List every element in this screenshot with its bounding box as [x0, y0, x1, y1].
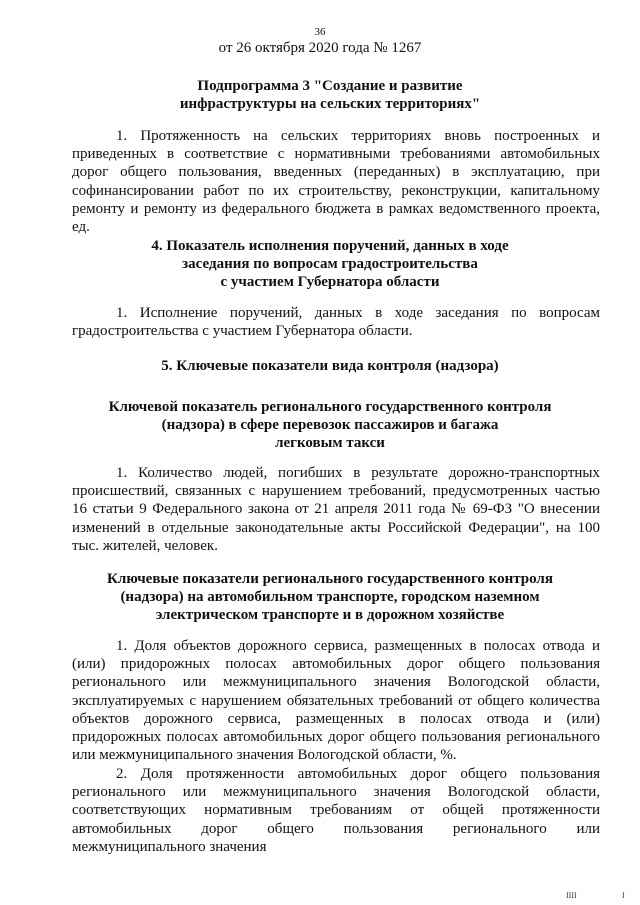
- paragraph: 2. Доля протяженности автомобильных дорог общего пользования регионального или межмуниципального значения Вологодской области, соответствующих нормативным требованиям от общей протяженности автомобильных дорог общего пользования регионального или межмуниципального значения: [72, 766, 600, 855]
- subprogram-heading: [60, 77, 600, 113]
- heading-line: заседания по вопросам градостроительства: [182, 256, 478, 272]
- scan-mark: I: [622, 891, 625, 900]
- paragraph: 1. Доля объектов дорожного сервиса, размещенных в полосах отвода и (или) придорожных полосах автомобильных дорог общего пользования регионального или межмуниципального значения Вологодской области, эксплуатируемых с нарушением обязательных требований от общего количества объектов дорожного сервиса, размещенных в полосах отвода и (или) придорожных полосах автомобильных дорог общего пользования регионального или межмуниципального значения Вологодской области, %.: [72, 638, 600, 764]
- key-indicator-heading-transport: [60, 570, 600, 624]
- key-indicator-heading-taxi: [60, 398, 600, 452]
- heading-line: Ключевые показатели регионального государственного контроля: [107, 571, 553, 587]
- section-heading-5: 5. Ключевые показатели вида контроля (надзора): [161, 358, 499, 374]
- document-date-header: от 26 октября 2020 года № 1267: [218, 40, 422, 56]
- heading-line: электрическом транспорте и в дорожном хозяйстве: [155, 607, 505, 623]
- scan-mark: IIII: [566, 891, 577, 900]
- heading-line: Подпрограмма 3 "Создание и развитие: [197, 78, 463, 94]
- paragraph: 1. Исполнение поручений, данных в ходе заседания по вопросам градостроительства с участием Губернатора области.: [72, 305, 600, 340]
- heading-line: инфраструктуры на сельских территориях": [179, 96, 481, 112]
- section-heading-4: [60, 237, 600, 291]
- page-number: 36: [314, 26, 326, 38]
- paragraph: 1. Протяженность на сельских территориях вновь построенных и приведенных в соответствие с нормативными требованиями автомобильных дорог общего пользования, введенных (переданных) в эксплуатацию, при софинансировании работ по их строительству, реконструкции, капитальному ремонту и ремонту из федерального бюджета в рамках ведомственного проекта, ед.: [72, 128, 600, 236]
- heading-line: с участием Губернатора области: [220, 274, 440, 290]
- heading-line: (надзора) на автомобильном транспорте, городском наземном: [120, 589, 540, 605]
- heading-line: 4. Показатель исполнения поручений, данных в ходе: [151, 238, 509, 254]
- heading-line: легковым такси: [275, 435, 385, 451]
- heading-line: Ключевой показатель регионального государственного контроля: [108, 399, 552, 415]
- heading-line: (надзора) в сфере перевозок пассажиров и багажа: [161, 417, 499, 433]
- paragraph: 1. Количество людей, погибших в результате дорожно-транспортных происшествий, связанных с нарушением требований, предусмотренных частью 16 статьи 9 Федерального закона от 21 апреля 2011 года № 69-ФЗ "О внесении изменений в отдельные законодательные акты Российской Федерации", на 100 тыс. жителей, человек.: [72, 465, 600, 554]
